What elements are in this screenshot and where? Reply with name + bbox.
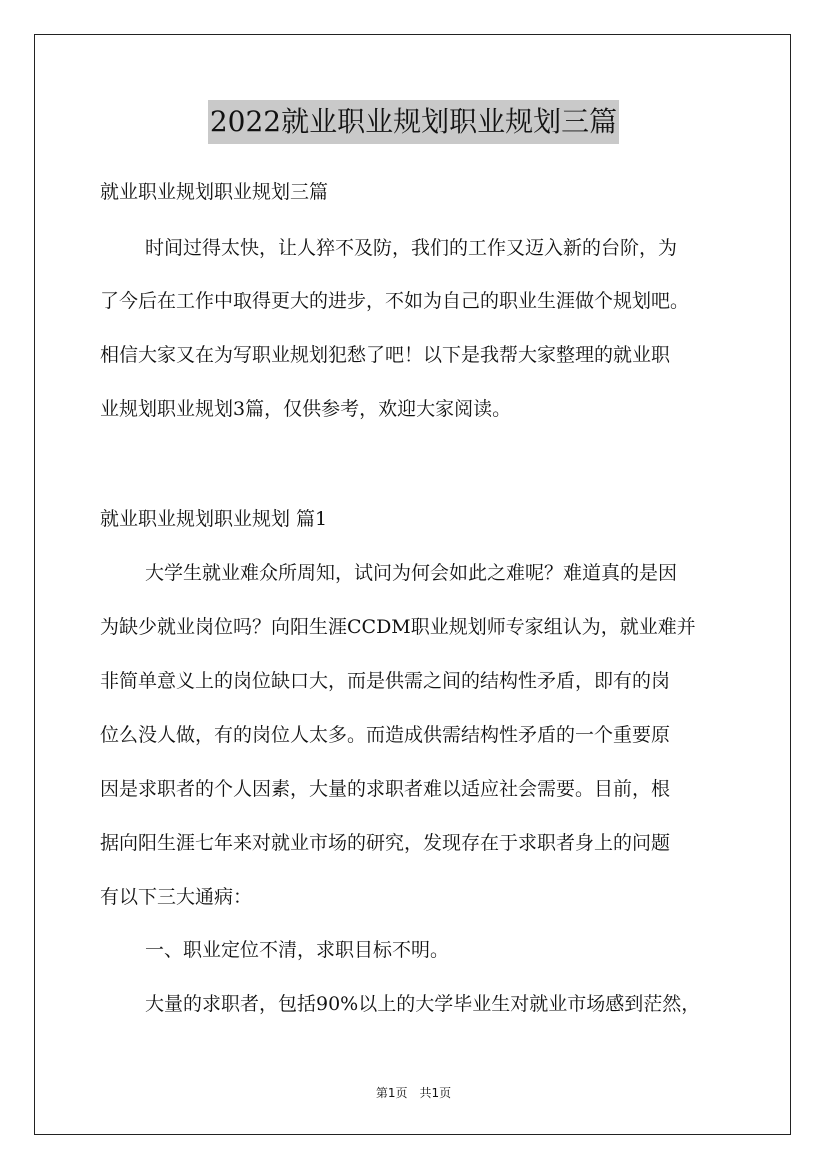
- document-title-text: 2022就业职业规划职业规划三篇: [208, 100, 619, 144]
- point-one: 一、职业定位不清，求职目标不明。: [145, 939, 450, 961]
- section-line: 大学生就业难众所周知，试问为何会如此之难呢？难道真的是因: [145, 562, 678, 584]
- intro-line: 时间过得太快，让人猝不及防，我们的工作又迈入新的台阶，为: [145, 237, 678, 259]
- section-line: 位么没人做，有的岗位人太多。而造成供需结构性矛盾的一个重要原: [100, 724, 671, 746]
- intro-line: 相信大家又在为写职业规划犯愁了吧！以下是我帮大家整理的就业职: [100, 344, 671, 366]
- section-heading: 就业职业规划职业规划 篇1: [100, 508, 328, 530]
- intro-line: 业规划职业规划3篇，仅供参考，欢迎大家阅读。: [100, 398, 512, 420]
- document-title: [0, 100, 827, 144]
- paragraph-line: 大量的求职者，包括90%以上的大学毕业生对就业市场感到茫然，: [145, 993, 701, 1015]
- section-line: 为缺少就业岗位吗？向阳生涯CCDM职业规划师专家组认为，就业难并: [100, 616, 696, 638]
- section-line: 非简单意义上的岗位缺口大，而是供需之间的结构性矛盾，即有的岗: [100, 670, 671, 692]
- section-line: 因是求职者的个人因素，大量的求职者难以适应社会需要。目前，根: [100, 778, 671, 800]
- document-subtitle: 就业职业规划职业规划三篇: [100, 181, 329, 203]
- intro-line: 了今后在工作中取得更大的进步，不如为自己的职业生涯做个规划吧。: [100, 290, 690, 312]
- section-line: 有以下三大通病：: [100, 886, 253, 908]
- page-footer: 第1页 共1页: [375, 1086, 452, 1100]
- section-line: 据向阳生涯七年来对就业市场的研究，发现存在于求职者身上的问题: [100, 832, 671, 854]
